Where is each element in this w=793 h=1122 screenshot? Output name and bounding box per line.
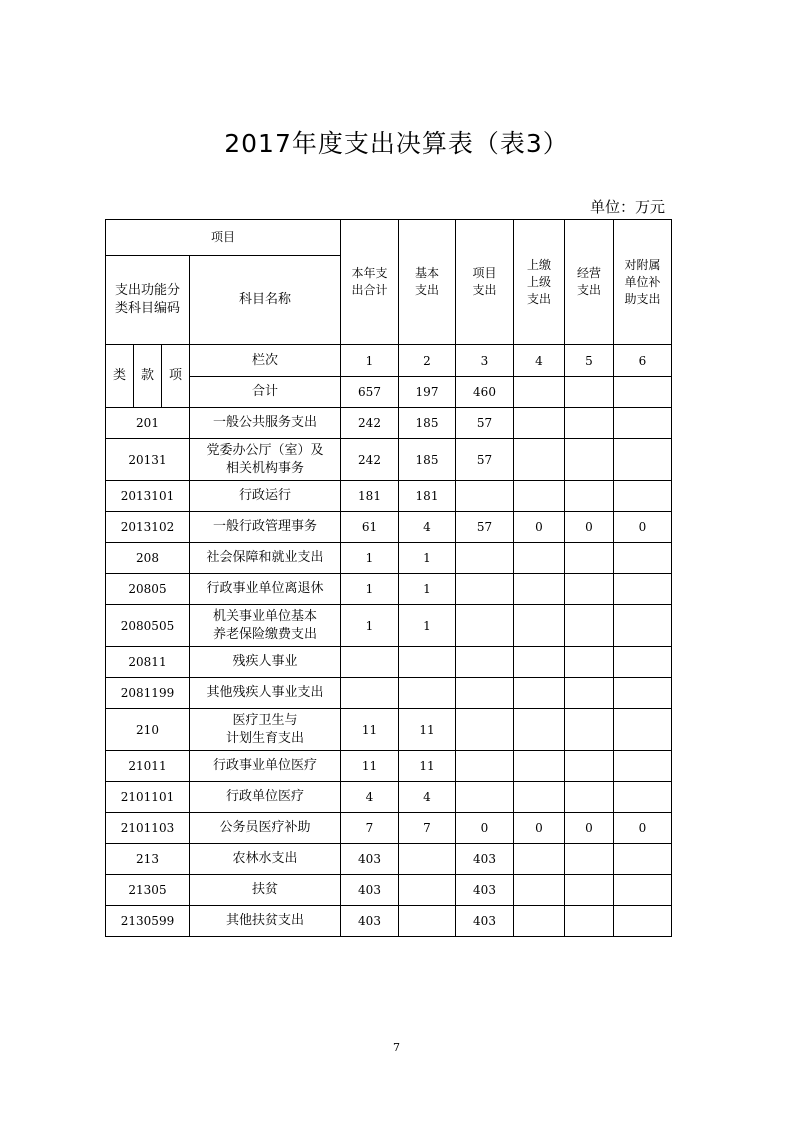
col-number: 4 [514, 345, 565, 377]
cell-value [399, 906, 456, 937]
subject-code: 20811 [106, 647, 190, 678]
subject-code: 2101103 [106, 813, 190, 844]
cell-value [565, 439, 614, 481]
cell-value [514, 844, 565, 875]
subject-code: 2130599 [106, 906, 190, 937]
cell-value [565, 782, 614, 813]
subject-code: 20805 [106, 574, 190, 605]
cell-value [565, 408, 614, 439]
cell-value [514, 751, 565, 782]
cell-value: 0 [514, 813, 565, 844]
subject-name: 农林水支出 [190, 844, 341, 875]
header-row-project [106, 220, 672, 256]
total-value [565, 377, 614, 408]
cell-value [614, 481, 672, 512]
cell-value: 7 [399, 813, 456, 844]
cell-value: 403 [341, 906, 399, 937]
cell-value: 4 [399, 782, 456, 813]
cell-value [399, 844, 456, 875]
cell-value [565, 605, 614, 647]
table-row [106, 481, 672, 512]
cell-value [456, 751, 514, 782]
cell-value: 4 [341, 782, 399, 813]
subject-code: 20131 [106, 439, 190, 481]
cell-value: 1 [341, 543, 399, 574]
table-row [106, 439, 672, 481]
cell-value [514, 481, 565, 512]
subject-name: 一般公共服务支出 [190, 408, 341, 439]
cell-value [399, 875, 456, 906]
table-row [106, 813, 672, 844]
cell-value [399, 647, 456, 678]
xiang-header: 项 [162, 345, 190, 408]
table-row [106, 875, 672, 906]
project-header: 项目 [106, 220, 341, 256]
table-row [106, 678, 672, 709]
total-value: 197 [399, 377, 456, 408]
page-title: 2017年度支出决算表（表3） [224, 129, 569, 158]
cell-value: 57 [456, 512, 514, 543]
cell-value [456, 782, 514, 813]
total-value: 657 [341, 377, 399, 408]
lanci-label: 栏次 [190, 345, 341, 377]
total-label: 合计 [190, 377, 341, 408]
cell-value [614, 574, 672, 605]
cell-value [614, 408, 672, 439]
cell-value [565, 543, 614, 574]
table-row [106, 751, 672, 782]
cell-value [614, 543, 672, 574]
cell-value: 403 [456, 875, 514, 906]
table-row [106, 605, 672, 647]
cell-value: 11 [399, 751, 456, 782]
cell-value [514, 543, 565, 574]
cell-value: 1 [399, 543, 456, 574]
subject-code: 21011 [106, 751, 190, 782]
table-row [106, 408, 672, 439]
cell-value [565, 709, 614, 751]
cell-value: 7 [341, 813, 399, 844]
subject-code: 2013101 [106, 481, 190, 512]
cell-value [514, 605, 565, 647]
cell-value [514, 782, 565, 813]
col6-header: 对附属 单位补 助支出 [614, 220, 672, 345]
cell-value: 0 [565, 512, 614, 543]
cell-value [456, 543, 514, 574]
cell-value: 0 [565, 813, 614, 844]
cell-value [614, 751, 672, 782]
cell-value: 0 [456, 813, 514, 844]
col5-header: 经营 支出 [565, 220, 614, 345]
cell-value [341, 678, 399, 709]
subject-code: 2081199 [106, 678, 190, 709]
subject-name: 其他扶贫支出 [190, 906, 341, 937]
cell-value [565, 906, 614, 937]
cell-value [565, 481, 614, 512]
col2-header: 基本 支出 [399, 220, 456, 345]
subject-code: 2101101 [106, 782, 190, 813]
cell-value [565, 647, 614, 678]
cell-value: 403 [456, 844, 514, 875]
cell-value: 0 [514, 512, 565, 543]
cell-value: 57 [456, 439, 514, 481]
table-row [106, 574, 672, 605]
cell-value: 185 [399, 439, 456, 481]
cell-value [614, 844, 672, 875]
cell-value [514, 709, 565, 751]
table-row [106, 709, 672, 751]
cell-value [514, 439, 565, 481]
subject-code: 208 [106, 543, 190, 574]
cell-value [565, 574, 614, 605]
cell-value [565, 751, 614, 782]
cell-value [399, 678, 456, 709]
cell-value [565, 875, 614, 906]
subject-name: 医疗卫生与 计划生育支出 [190, 709, 341, 751]
cell-value [614, 605, 672, 647]
total-value: 460 [456, 377, 514, 408]
cell-value [614, 647, 672, 678]
cell-value: 11 [341, 709, 399, 751]
col3-header: 项目 支出 [456, 220, 514, 345]
subject-code: 210 [106, 709, 190, 751]
subject-name: 残疾人事业 [190, 647, 341, 678]
col-number: 2 [399, 345, 456, 377]
cell-value [614, 875, 672, 906]
cell-value [514, 906, 565, 937]
cell-value: 185 [399, 408, 456, 439]
cell-value: 181 [399, 481, 456, 512]
cell-value [456, 605, 514, 647]
cell-value: 11 [399, 709, 456, 751]
subject-name: 党委办公厅（室）及 相关机构事务 [190, 439, 341, 481]
cell-value: 1 [341, 574, 399, 605]
subject-code: 2013102 [106, 512, 190, 543]
cell-value [614, 439, 672, 481]
col-number: 1 [341, 345, 399, 377]
cell-value [614, 709, 672, 751]
cell-value: 57 [456, 408, 514, 439]
cell-value [514, 574, 565, 605]
cell-value [614, 782, 672, 813]
subject-code: 2080505 [106, 605, 190, 647]
page-number: 7 [393, 1041, 400, 1054]
subject-name: 行政事业单位离退休 [190, 574, 341, 605]
lanci-row [106, 345, 672, 377]
col-number: 5 [565, 345, 614, 377]
cell-value: 1 [399, 574, 456, 605]
cell-value [565, 844, 614, 875]
cell-value [514, 678, 565, 709]
col4-header: 上缴 上级 支出 [514, 220, 565, 345]
code-group-header: 支出功能分 类科目编码 [106, 256, 190, 345]
subject-name: 行政事业单位医疗 [190, 751, 341, 782]
cell-value [341, 647, 399, 678]
cell-value [456, 678, 514, 709]
subject-name: 扶贫 [190, 875, 341, 906]
cell-value: 0 [614, 813, 672, 844]
total-value [514, 377, 565, 408]
table-row [106, 647, 672, 678]
cell-value: 403 [341, 844, 399, 875]
cell-value [565, 678, 614, 709]
unit-label: 单位：万元 [589, 198, 665, 216]
col-number: 3 [456, 345, 514, 377]
cell-value [514, 875, 565, 906]
cell-value: 403 [341, 875, 399, 906]
cell-value: 1 [341, 605, 399, 647]
cell-value [514, 408, 565, 439]
total-value [614, 377, 672, 408]
lei-header: 类 [106, 345, 134, 408]
subject-name: 一般行政管理事务 [190, 512, 341, 543]
subject-code: 213 [106, 844, 190, 875]
subject-name: 公务员医疗补助 [190, 813, 341, 844]
total-row [106, 377, 672, 408]
subject-name: 其他残疾人事业支出 [190, 678, 341, 709]
cell-value: 242 [341, 408, 399, 439]
table-row [106, 906, 672, 937]
subject-name: 行政运行 [190, 481, 341, 512]
table-row [106, 543, 672, 574]
cell-value [614, 906, 672, 937]
subject-name-header: 科目名称 [190, 256, 341, 345]
cell-value [614, 678, 672, 709]
cell-value: 4 [399, 512, 456, 543]
table-row [106, 782, 672, 813]
cell-value [514, 647, 565, 678]
cell-value [456, 647, 514, 678]
cell-value: 403 [456, 906, 514, 937]
cell-value: 181 [341, 481, 399, 512]
kuan-header: 款 [134, 345, 162, 408]
col-number: 6 [614, 345, 672, 377]
table-row [106, 512, 672, 543]
cell-value: 11 [341, 751, 399, 782]
subject-code: 201 [106, 408, 190, 439]
subject-name: 社会保障和就业支出 [190, 543, 341, 574]
cell-value: 1 [399, 605, 456, 647]
subject-code: 21305 [106, 875, 190, 906]
cell-value: 0 [614, 512, 672, 543]
subject-name: 机关事业单位基本 养老保险缴费支出 [190, 605, 341, 647]
expenditure-table [105, 219, 672, 937]
cell-value [456, 709, 514, 751]
cell-value [456, 574, 514, 605]
subject-name: 行政单位医疗 [190, 782, 341, 813]
cell-value: 242 [341, 439, 399, 481]
cell-value [456, 481, 514, 512]
table-row [106, 844, 672, 875]
cell-value: 61 [341, 512, 399, 543]
col1-header: 本年支 出合计 [341, 220, 399, 345]
